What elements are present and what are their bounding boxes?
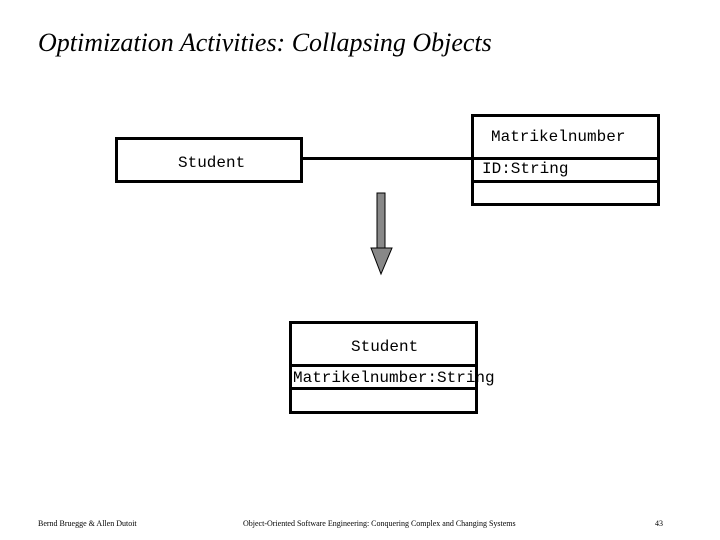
transform-arrow-head: [371, 248, 392, 274]
footer-page-number: 43: [655, 519, 663, 528]
collapsed-name-divider: [292, 364, 475, 367]
matrikel-class-name: Matrikelnumber: [491, 128, 626, 146]
transform-arrow-shaft: [377, 193, 385, 248]
footer-authors: Bernd Bruegge & Allen Dutoit: [38, 519, 137, 528]
transform-arrow-icon: [370, 192, 394, 276]
student-class-name: Student: [178, 154, 246, 172]
matrikel-attr-divider: [474, 180, 657, 183]
slide-title: Optimization Activities: Collapsing Objects: [38, 28, 492, 57]
collapsed-student-name: Student: [351, 338, 419, 356]
collapsed-student-box: [289, 321, 478, 414]
collapsed-student-attribute: Matrikelnumber:String: [293, 369, 495, 387]
association-line: [302, 157, 474, 160]
student-class-box: [115, 137, 303, 183]
collapsed-attr-divider: [292, 387, 475, 390]
matrikel-attribute: ID:String: [482, 160, 569, 178]
footer-book: Object-Oriented Software Engineering: Conquering Complex and Changing Systems: [243, 519, 516, 528]
